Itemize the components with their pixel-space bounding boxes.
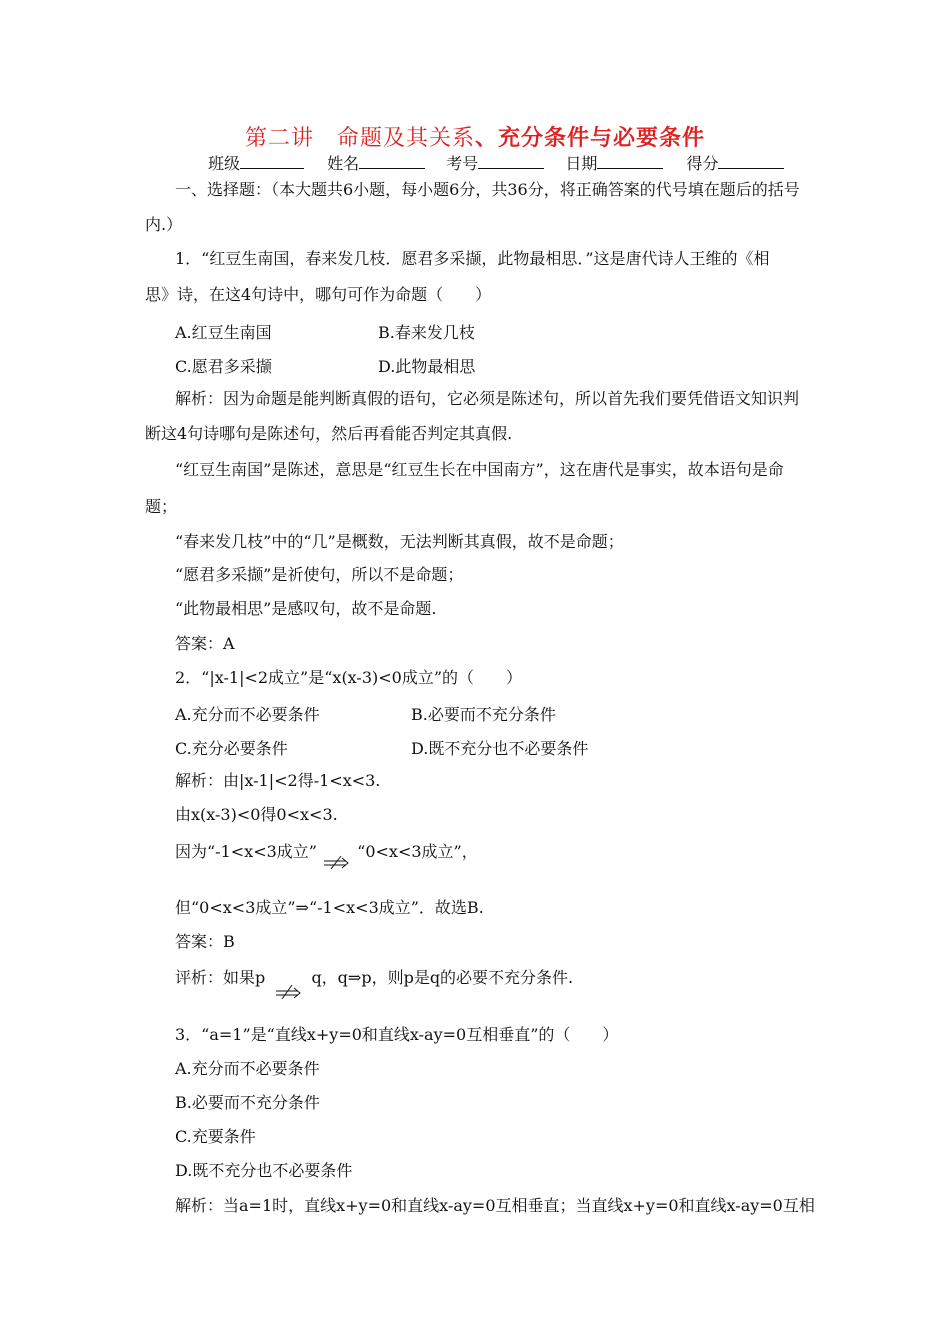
- q2-analysis-line-1: 解析：由|x-1|<2得-1<x<3.: [175, 771, 381, 790]
- section-heading-line-2: 内.）: [145, 215, 183, 234]
- page-title: [0, 121, 950, 152]
- q2-analysis-line-2: 由x(x-3)<0得0<x<3.: [175, 805, 338, 824]
- q2-answer: 答案：B: [175, 932, 235, 951]
- q1-option-b: B.春来发几枝: [378, 323, 475, 342]
- q1-analysis-line-4: 题；: [145, 497, 178, 516]
- q1-option-c: C.愿君多采撷: [175, 357, 272, 376]
- title-part-2: 、充分条件与必要条件: [475, 126, 706, 151]
- q2-option-a: A.充分而不必要条件: [175, 705, 320, 724]
- q1-analysis-line-1: 解析：因为命题是能判断真假的语句，它必须是陈述句，所以首先我们要凭借语文知识判: [175, 389, 800, 408]
- class-field[interactable]: [240, 154, 304, 169]
- q1-stem-line-2: 思》诗，在这4句诗中，哪句可作为命题（ ）: [145, 285, 492, 304]
- q2-analysis-line-3: [175, 842, 478, 865]
- exam-no-field[interactable]: [478, 154, 544, 169]
- q1-analysis-line-5: “春来发几枝”中的“几”是概数，无法判断其真假，故不是命题；: [175, 532, 624, 551]
- q3-option-c: C.充要条件: [175, 1127, 256, 1146]
- score-label: 得分: [686, 154, 719, 173]
- not-implies-symbol-icon: [322, 845, 352, 865]
- q2-option-b: B.必要而不充分条件: [411, 705, 556, 724]
- exam-no-label: 考号: [446, 154, 479, 173]
- name-field[interactable]: [359, 154, 425, 169]
- q3-analysis-line-1: 解析：当a=1时，直线x+y=0和直线x-ay=0互相垂直；当直线x+y=0和直线x-ay=0互相: [175, 1196, 815, 1215]
- q1-answer: 答案：A: [175, 634, 235, 653]
- q1-analysis-line-6: “愿君多采撷”是祈使句，所以不是命题；: [175, 565, 464, 584]
- not-implies-symbol-icon: [270, 973, 306, 993]
- q2-comment-left: 评析：如果p: [175, 968, 266, 987]
- q2-comment-right: q，q⇒p，则p是q的必要不充分条件.: [311, 968, 574, 987]
- q1-analysis-line-2: 断这4句诗哪句是陈述句，然后再看能否判定其真假.: [145, 424, 513, 443]
- title-part-1: 第二讲 命题及其关系: [244, 126, 475, 151]
- q2-analysis-line-3-left: 因为“-1<x<3成立”: [175, 842, 317, 861]
- q3-option-a: A.充分而不必要条件: [175, 1059, 320, 1078]
- class-label: 班级: [208, 154, 241, 173]
- q3-option-b: B.必要而不充分条件: [175, 1093, 320, 1112]
- q3-option-d: D.既不充分也不必要条件: [175, 1161, 353, 1180]
- q2-option-c: C.充分必要条件: [175, 739, 288, 758]
- q1-option-a: A.红豆生南国: [175, 323, 272, 342]
- q1-option-d: D.此物最相思: [378, 357, 476, 376]
- section-heading-line-1: 一、选择题：（本大题共6小题，每小题6分，共36分，将正确答案的代号填在题后的括号: [175, 180, 800, 199]
- score-field[interactable]: [718, 154, 784, 169]
- q2-comment: [175, 968, 573, 993]
- q1-analysis-line-7: “此物最相思”是感叹句，故不是命题.: [175, 599, 437, 618]
- q1-stem-line-1: 1．“红豆生南国，春来发几枝．愿君多采撷，此物最相思．”这是唐代诗人王维的《相: [175, 249, 770, 268]
- student-info-row: [208, 151, 784, 174]
- q2-analysis-line-4: 但“0<x<3成立”⇒“-1<x<3成立”．故选B.: [175, 898, 484, 917]
- name-label: 姓名: [327, 154, 360, 173]
- date-label: 日期: [565, 154, 598, 173]
- date-field[interactable]: [597, 154, 663, 169]
- q2-analysis-line-3-right: “0<x<3成立”，: [357, 842, 478, 861]
- q2-stem: 2．“|x-1|<2成立”是“x(x-3)<0成立”的（ ）: [175, 668, 523, 687]
- q1-analysis-line-3: “红豆生南国”是陈述，意思是“红豆生长在中国南方”，这在唐代是事实，故本语句是命: [175, 460, 784, 479]
- q2-option-d: D.既不充分也不必要条件: [411, 739, 589, 758]
- q3-stem: 3．“a=1”是“直线x+y=0和直线x-ay=0互相垂直”的（ ）: [175, 1025, 619, 1044]
